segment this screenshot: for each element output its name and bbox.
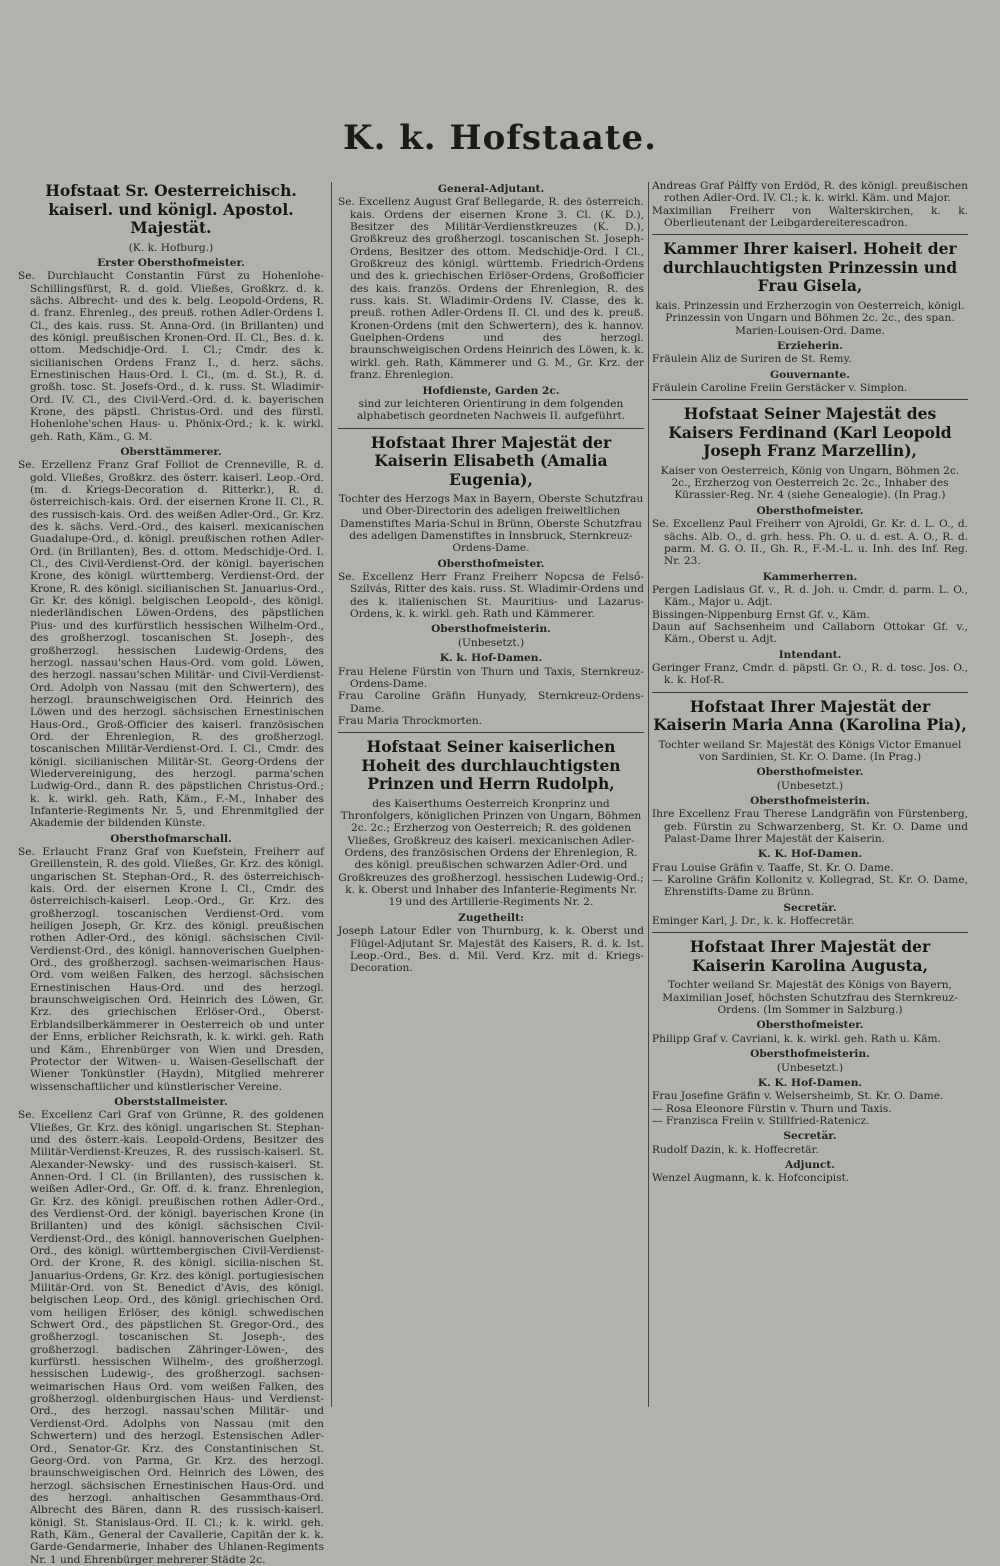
office-heading: Hofdienste, Garden 2c. xyxy=(422,384,560,397)
office-note: (Unbesetzt.) xyxy=(776,779,844,792)
office-entry: Joseph Latour Edler von Thurnburg, k. k. Oberst und Flügel-Adjutant Sr. Majestät des Kaisers, R. d. k. Ist. Leop.-Ord., Bes. d. Mil. Verd. Krz. mit d. Kriegs-Decoration. xyxy=(338,925,644,975)
office-entry: Andreas Graf Pálffy von Erdöd, R. des königl. preußischen rothen Adler-Ord. IV. Cl.; k. k. wirkl. Käm. und Major. xyxy=(652,180,968,205)
section-divider xyxy=(652,692,968,693)
section-intro: Tochter des Herzogs Max in Bayern, Oberste Schutzfrau und Ober-Directorin des adeligen freiweltlichen Damenstiftes Maria-Schul in Brünn, Oberste Schutzfrau des adeligen Damenstiftes in Innsbruck, Sternkreuz-Ordens-Dame. xyxy=(338,493,644,555)
office-heading: Zugetheilt: xyxy=(458,911,524,924)
office-heading: Obersthofmeister. xyxy=(756,1019,864,1032)
office-entry: Se. Excellenz Paul Freiherr von Ajroldi, Gr. Kr. d. L. O., d. sächs. Alb. O., d. grh. hess. Ph. O. u. d. est. A. O., R. d. parm. M. G. O. II., Gh. R., F.-M.-L. u. Inh. des Inf. Reg. Nr. 23. xyxy=(652,518,968,568)
office-entry: Daun auf Sachsenheim und Callaborn Ottokar Gf. v., Käm., Oberst u. Adjt. xyxy=(652,620,968,646)
section-title: Hofstaat Seiner kaiserlichen Hoheit des durchlauchtigsten Prinzen und Herrn Rudolph, xyxy=(361,737,621,794)
office-entry: Frau Caroline Gräfin Hunyady, Sternkreuz-Ordens-Dame. xyxy=(338,690,644,715)
office-entry: Frau Louise Gräfin v. Taaffe, St. Kr. O. Dame. xyxy=(652,861,894,874)
office-heading: Adjunct. xyxy=(785,1158,835,1171)
office-heading: Erster Obersthofmeister. xyxy=(97,256,245,269)
section-kaiserin-karolina-augusta xyxy=(652,938,968,1184)
office-heading: Obersthofmeister. xyxy=(437,557,545,570)
office-entry: Se. Durchlaucht Constantin Fürst zu Hohenlohe-Schillingsfürst, R. d. gold. Vließes, Großkrz. d. k. sächs. Albrecht- und des k. belg. Leopold-Ordens, R. d. franz. Ehrenleg., des preuß. rothen Adler-Ordens I. Cl., des kais. russ. St. Anna-Ord. (in Brillanten) und des königl. preußischen Kronen-Ord. II. Cl., Bes. d. k. ottom. Medschidje-Ord. I. Cl.; Cmdr. des k. sicilianischen Ordens Franz I., d. herz. sächs. Ernestinischen Haus-Ord. I. Cl., (m. d. St.), R. d. großh. tosc. St. Josefs-Ord., d. k. russ. St. Wladimir-Ord. IV. Cl., des Civil-Verd.-Ord. d. k. bayerischen Krone, des päpstl. Christus-Ord. und des fürstl. Hohenlohe'schen Haus- u. Phönix-Ord.; k. k. wirkl. geh. Rath, Käm., G. M. xyxy=(18,270,324,443)
office-entry: Se. Erzellenz Franz Graf Folliot de Crenneville, R. d. gold. Vließes, Großkrz. des österr. kaiserl. Leop.-Ord. (m. d. Kriegs-Decoration d. Ritterkr.), R. d. österreichisch-kais. Ord. der eisernen Krone II. Cl., R. des russisch-kais. Ord. des weißen Adler-Ord., Gr. Krz. des k. sächs. Verd.-Ord., des kaiserl. mexicanischen Guadalupe-Ord., d. königl. preußischen rothen Adler-Ord. (in Brillanten), Bes. d. ottom. Medschidje-Ord. I. Cl., des Civil-Verdienst-Ord. der königl. bayerischen Krone, des königl. württemberg. Verdienst-Ord. der Krone, R. des königl. sicilianischen St. Januarius-Ord., Gr. Kr. des königl. belgischen Leopold-, des königl. niederländischen Löwen-Ordens, des päpstlichen Pius- und des kurfürstlich hessischen Wilhelm-Ord., des großherzogl. toscanischen St. Joseph-, des großherzogl. hessischen Ludewig-Ordens, des herzogl. nassau'schen Haus-Ord. vom gold. Löwen, des herzogl. nassau'schen Militär- und Civil-Verdienst-Ord. Adolph von Nassau (mit den Schwertern), des herzogl. braunschweigischen Ord. Heinrich des Löwen und des herzogl. sächsischen Ernestinischen Haus-Ord., Groß-Officier des kaiserl. französischen Ord. der Ehrenlegion, R. des großherzogl. toscanischen Militär-Verdienst-Ord. I. Cl., Cmdr. des königl. sicilianischen Militär-St. Georg-Ordens der Wiedervereinigung, des herzogl. parma'schen Ludwig-Ord., dann R. des päpstlichen Christus-Ord.; k. k. wirkl. geh. Rath, Käm., F.-M., Inhaber des Infanterie-Regiments Nr. 5, und Ehrenmitglied der Akademie der bildenden Künste. xyxy=(18,459,324,830)
section-intro: Tochter weiland Sr. Majestät des Königs von Bayern, Maximilian Josef, höchsten Schutzfrau des Sternkreuz-Ordens. (Im Sommer in Salzburg.) xyxy=(662,979,958,1017)
office-entry: Maximilian Freiherr von Walterskirchen, k. k. Oberlieutenant der Leibgardereiterescadron. xyxy=(652,204,968,230)
section-intro: Kaiser von Oesterreich, König von Ungarn, Böhmen 2c. 2c., Erzherzog von Oesterreich 2c. 2c., Inhaber des Kürassier-Reg. Nr. 4 (siehe Genealogie). (In Prag.) xyxy=(660,464,960,502)
section-kaiser-franz-joseph xyxy=(18,182,324,1566)
office-entry: Wenzel Augmann, k. k. Hofconcipist. xyxy=(652,1172,850,1185)
office-heading: Kammerherren. xyxy=(762,570,858,583)
office-entry: Ihre Excellenz Frau Therese Landgräfin von Fürstenberg, geb. Fürstin zu Schwarzenberg, St. Kr. O. Dame und Palast-Dame Ihrer Majestät der Kaiserin. xyxy=(652,808,968,846)
office-entry: Se. Excellenz Herr Franz Freiherr Nopcsa de Felső-Szilvás, Ritter des kais. russ. St. Wladimir-Ordens und des k. italienischen St. Mauritius- und Lazarus-Ordens, k. k. wirkl. geh. Rath und Kämmerer. xyxy=(338,571,644,621)
office-entry: Rudolf Dazin, k. k. Hoffecretär. xyxy=(652,1143,819,1156)
office-entry: Bissingen-Nippenburg Ernst Gf. v., Käm. xyxy=(652,608,870,621)
section-title: Hofstaat Ihrer Majestät der Kaiserin Maria Anna (Karolina Pia), xyxy=(653,696,967,735)
section-prinzessin-gisela xyxy=(652,240,968,394)
office-heading: K. k. Hof-Damen. xyxy=(439,652,543,665)
section-title: Hofstaat Sr. Oesterreichisch. kaiserl. und königl. Apostol. Majestät. xyxy=(45,181,297,237)
office-heading: Erzieherin. xyxy=(777,339,843,352)
section-location: (K. k. Hofburg.) xyxy=(128,241,214,254)
section-title: Kammer Ihrer kaiserl. Hoheit der durchlauchtigsten Prinzessin und Frau Gisela, xyxy=(662,239,958,296)
office-heading: Obersthofmeisterin. xyxy=(750,1048,870,1061)
section-divider xyxy=(652,932,968,933)
office-entry: Frau Maria Throckmorten. xyxy=(338,714,483,727)
office-entry: Frau Helene Fürstin von Thurn und Taxis, Sternkreuz-Ordens-Dame. xyxy=(338,665,644,690)
office-heading: General-Adjutant. xyxy=(437,183,545,195)
section-kaiser-ferdinand xyxy=(652,405,968,686)
section-intro: des Kaiserthums Oesterreich Kronprinz und Thronfolgers, königlichen Prinzen von Ungarn, Böhmen 2c. 2c.; Erzherzog von Oesterreich; R. des goldenen Vließes, Großkreuz des kaiserl. mexicanischen Adler-Ordens, des französischen Ordens der Ehrenlegion, R. des königl. preußischen schwarzen Adler-Ord. und Großkreuzes des großherzogl. hessischen Ludewig-Ord.; k. k. Oberst und Inhaber des Infanterie-Regiments Nr. 19 und des Artillerie-Regiments Nr. 2. xyxy=(338,797,644,909)
section-divider xyxy=(338,732,644,733)
office-heading: Gouvernante. xyxy=(770,368,850,381)
section-kaiserin-maria-anna xyxy=(652,698,968,928)
office-entry: Eminger Karl, J. Dr., k. k. Hoffecretär. xyxy=(652,915,855,928)
office-heading: Secretär. xyxy=(783,901,837,914)
office-entry: — Karoline Gräfin Kollonitz v. Kollegrad, St. Kr. O. Dame, Ehrenstifts-Dame zu Brünn. xyxy=(652,874,968,899)
office-heading: Obersthofmeisterin. xyxy=(750,795,870,807)
office-heading: Obersthofmeister. xyxy=(756,766,864,779)
office-heading: K. K. Hof-Damen. xyxy=(757,848,863,861)
office-entry: sind zur leichteren Orientirung in dem folgenden alphabetisch geordneten Nachweis II. aufgeführt. xyxy=(356,397,626,423)
column-rule xyxy=(648,182,649,1407)
office-entry: Geringer Franz, Cmdr. d. päpstl. Gr. O., R. d. tosc. Jos. O., k. k. Hof-R. xyxy=(652,661,968,687)
section-kaiserin-elisabeth xyxy=(338,434,644,728)
section-divider xyxy=(338,428,644,429)
office-heading: Secretär. xyxy=(783,1130,837,1143)
office-note: (Unbesetzt.) xyxy=(457,636,525,649)
office-entry: — Rosa Eleonore Fürstin v. Thurn und Taxis. xyxy=(652,1102,892,1115)
section-divider xyxy=(652,234,968,235)
office-heading: Obersttämmerer. xyxy=(120,446,222,458)
office-entry: Fräulein Aliz de Suriren de St. Remy. xyxy=(652,353,852,366)
office-heading: Obersthofmarschall. xyxy=(110,832,232,845)
page-title: K. k. Hofstaate. xyxy=(343,118,657,158)
column-3 xyxy=(652,180,968,1405)
office-entry: Pergen Ladislaus Gf. v., R. d. Joh. u. Cmdr. d. parm. L. O., Käm., Major u. Adjt. xyxy=(652,583,968,609)
office-note: (Unbesetzt.) xyxy=(776,1061,844,1074)
section-title: Hofstaat Ihrer Majestät der Kaiserin Elisabeth (Amalia Eugenia), xyxy=(370,432,612,489)
office-entry: Se. Erlaucht Franz Graf von Kuefstein, Freiherr auf Greillenstein, R. des gold. Vließes, Gr. Krz. des königl. ungarischen St. Stephan-Ord., R. des österreichisch-kais. Ord. der eisernen Krone I. Cl., Cmdr. des österreichisch-kaiserl. Leop.-Ord., Gr. Krz. des großherzogl. toscanischen Verdienst-Ord. vom heiligen Joseph, Gr. Krz. des königl. preußischen rothen Adler-Ord., des königl. sächsischen Civil-Verdienst-Ord., des königl. hannoverischen Guelphen-Ord., des großherzogl. sachsen-weimarischen Haus-Ord. vom weißen Falken, des herzogl. sächsischen Ernestinischen Haus-Ord. und des herzogl. braunschweigischen Ord. Heinrich des Löwen, Gr. Krz. des griechischen Erlöser-Ord., Oberst-Erblandsilberkämmerer in Oesterreich ob und unter der Enns, erblicher Reichsrath, k. k. wirkl. geh. Rath und Käm., Ehrenbürger von Wien und Dresden, Protector der Witwen- u. Waisen-Gesellschaft der Wiener Tonkünstler (Haydn), Mitglied mehrerer wissenschaftlicher und künstlerischer Vereine. xyxy=(18,846,324,1093)
section-title: Hofstaat Ihrer Majestät der Kaiserin Karolina Augusta, xyxy=(689,937,931,975)
office-entry: Se. Excellenz August Graf Bellegarde, R. des österreich. kais. Ordens der eisernen Krone 3. Cl. (K. D.), Besitzer des Militär-Verdienstkreuzes (K. D.), Großkreuz des großherzogl. toscanischen St. Joseph-Ordens, Besitzer des ottom. Medschidje-Ord. I Cl., Großkreuz des königl. württemb. Friedrich-Ordens und des k. griechischen Erlöser-Ordens, Großofficier des kais. französ. Ordens der Ehrenlegion, R. des russ. kais. St. Wladimir-Ordens IV. Classe, des k. preuß. rothen Adler-Ordens II. Cl. und des k. preuß. Kronen-Ordens (mit den Schwertern), des k. hannov. Guelphen-Ordens und des herzogl. braunschweigischen Ordens Heinrich des Löwen, k. k. wirkl. geh. Rath, Kämmerer und G. M., Gr. Krz. der franz. Ehrenlegion. xyxy=(338,196,644,382)
office-entry-continued: Se. Excellenz Carl Graf von Grünne, R. des goldenen Vließes, Gr. Krz. des königl. ungarischen St. Stephan- und des österr.-kais. Leopold-Ordens, Besitzer des Militär-Verdienst-Kreuzes, R. des russisch-kaiserl. St. Alexander-Newsky- und des russisch-kaiserl. St. Annen-Ord. I Cl. (in Brillanten), des russischen k. weißen Adler-Ord., Gr. Off. d. k. franz. Ehrenlegion, Gr. Krz. des königl. preußischen rothen Adler-Ord., des Verdienst-Ord. der königl. bayerischen Krone (in Brillanten) und des königl. sächsischen Civil-Verdienst-Ord., des königl. hannoverischen Guelphen-Ord., des königl. württembergischen Civil-Verdienst-Ord. der Krone, R. des königl. sicilia-nischen St. Januarius-Ordens, Gr. Krz. des königl. portugiesischen Militär-Ord. von St. Benedict d'Avis, des königl. belgischen Leop. Ord., des königl. griechischen Ord. vom heiligen Erlöser, des königl. schwedischen Schwert Ord., des päpstlichen St. Gregor-Ord., des großherzogl. toscanischen St. Joseph-, des großherzogl. badischen Zähringer-Löwen-, des kurfürstl. hessischen Wilhelm-, des großherzogl. hessischen Ludewig-, des großherzogl. sachsen-weimarischen Haus Ord. vom weißen Falken, des großherzogl. oldenburgischen Haus- und Verdienst-Ord., des herzogl. nassau'schen Militär- und Verdienst-Ord. Adolphs von Nassau (mit den Schwertern) und des herzogl. Estensischen Adler-Ord., Senator-Gr. Krz. des Constantinischen St. Georg-Ord. von Parma, Gr. Krz. des herzogl. braunschweigischen Ord. Heinrich des Löwen, des herzogl. sächsischen Ernestinischen Haus-Ord. und des herzogl. anhaltischen Gesammthaus-Ord. Albrecht des Bären, dann R. des russisch-kaiserl. königl. St. Stanislaus-Ord. II. Cl.; k. k. wirkl. geh. Rath, Käm., General der Cavallerie, Capitän der k. k. Garde-Gendarmerie, Inhaber des Uhlanen-Regiments Nr. 1 und Ehrenbürger mehrerer Städte 2c. xyxy=(18,1109,324,1566)
office-entry: Philipp Graf v. Cavriani, k. k. wirkl. geh. Rath u. Käm. xyxy=(652,1032,941,1045)
section-intro: kais. Prinzessin und Erzherzogin von Oesterreich, königl. Prinzessin von Ungarn und Böhmen 2c. 2c., des span. Marien-Louisen-Ord. Dame. xyxy=(655,299,965,337)
office-heading: Obersthofmeisterin. xyxy=(431,623,551,636)
column-rule xyxy=(331,182,332,1407)
office-heading: K. K. Hof-Damen. xyxy=(757,1076,863,1089)
section-kronprinz-rudolph xyxy=(338,738,644,974)
section-divider xyxy=(652,399,968,400)
office-heading: Oberststallmeister. xyxy=(114,1095,228,1108)
office-entry: — Franzisca Freiin v. Stillfried-Ratenicz. xyxy=(652,1114,870,1127)
section-intro: Tochter weiland Sr. Majestät des Königs Victor Emanuel von Sardinien, St. Kr. O. Dame. (In Prag.) xyxy=(658,738,962,763)
office-heading: Obersthofmeister. xyxy=(756,504,864,517)
column-1 xyxy=(18,180,324,1566)
section-title: Hofstaat Seiner Majestät des Kaisers Ferdinand (Karl Leopold Joseph Franz Marzellin), xyxy=(668,404,952,461)
office-heading: Intendant. xyxy=(778,648,842,661)
office-entry: Frau Josefine Gräfin v. Welsersheimb, St. Kr. O. Dame. xyxy=(652,1090,944,1103)
office-entry: Fräulein Caroline Freiin Gerstäcker v. Simplon. xyxy=(652,381,908,394)
column-2 xyxy=(338,180,644,1405)
